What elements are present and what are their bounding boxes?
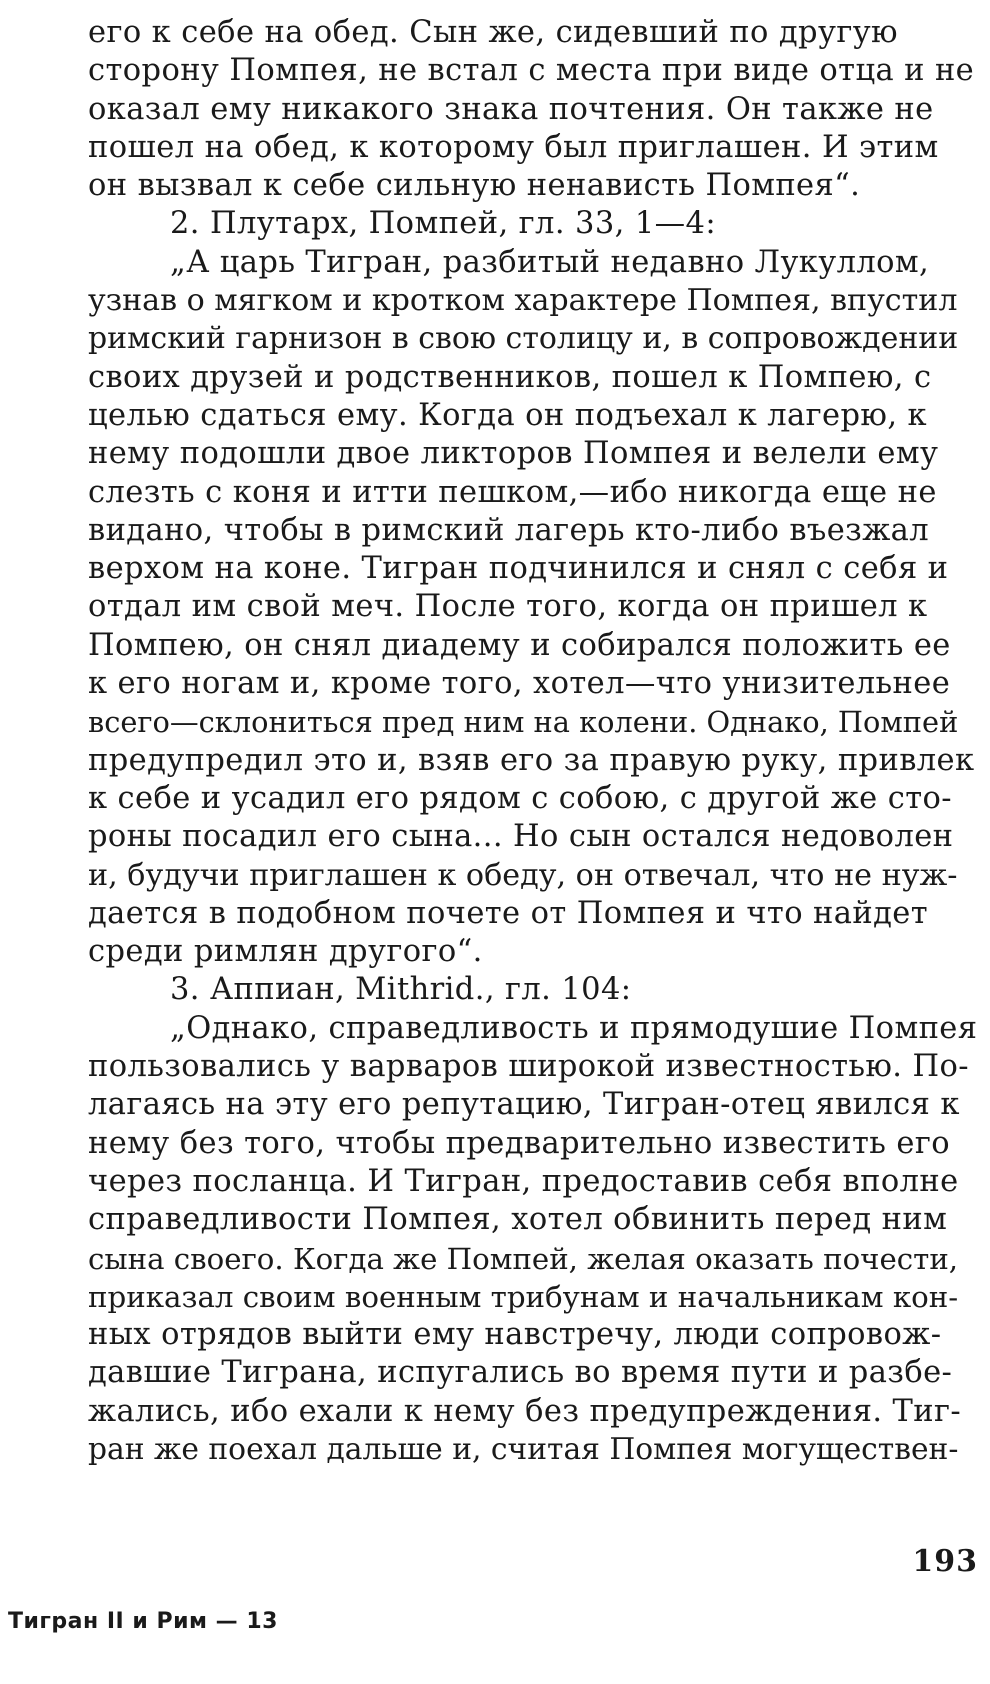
- text-line: узнав о мягком и кротком характере Помпея, впустил: [88, 283, 958, 319]
- text-line: всего—склониться пред ним на колени. Однако, Помпей: [88, 705, 959, 740]
- text-line: Помпею, он снял диадему и собирался положить ее: [88, 627, 951, 663]
- text-line: справедливости Помпея, хотел обвинить перед ним: [88, 1202, 948, 1238]
- text-line: к себе и усадил его рядом с собою, с другой же сто-: [88, 780, 952, 816]
- text-line: жались, ибо ехали к нему без предупреждения. Тиг-: [88, 1393, 962, 1429]
- text-line: ран же поехал дальше и, считая Помпея могуществен-: [88, 1431, 959, 1467]
- text-line: сына своего. Когда же Помпей, желая оказать почести,: [88, 1241, 959, 1276]
- text-line: 2. Плутарх, Помпей, гл. 33, 1—4:: [170, 206, 716, 242]
- text-line: пользовались у варваров широкой известностью. По-: [88, 1049, 969, 1085]
- text-line: оказал ему никакого знака почтения. Он также не: [88, 91, 934, 127]
- text-line: он вызвал к себе сильную ненависть Помпея“.: [88, 168, 861, 204]
- text-line: римский гарнизон в свою столицу и, в сопровождении: [88, 321, 959, 357]
- text-line: своих друзей и родственников, пошел к Помпею, с: [88, 359, 932, 395]
- text-line: приказал своим военным трибунам и начальникам кон-: [88, 1279, 959, 1314]
- text-line: к его ногам и, кроме того, хотел—что унизительнее: [88, 666, 951, 702]
- text-line: среди римлян другого“.: [88, 934, 483, 970]
- text-body: [88, 14, 978, 1469]
- text-line: 3. Аппиан, Mithrid., гл. 104:: [170, 972, 632, 1008]
- text-line: „Однако, справедливость и прямодушие Помпея: [170, 1010, 978, 1046]
- text-line: через посланца. И Тигран, предоставив себя вполне: [88, 1163, 959, 1199]
- text-line: сторону Помпея, не встал с места при виде отца и не: [88, 53, 975, 89]
- text-line: лагаясь на эту его репутацию, Тигран-отец явился к: [88, 1087, 960, 1123]
- text-line: целью сдаться ему. Когда он подъехал к лагерю, к: [88, 397, 927, 433]
- text-line: верхом на коне. Тигран подчинился и снял с себя и: [88, 551, 949, 587]
- page-number: 193: [912, 1544, 978, 1579]
- text-line: его к себе на обед. Сын же, сидевший по другую: [88, 15, 898, 50]
- text-line: отдал им свой меч. После того, когда он пришел к: [88, 589, 928, 625]
- text-line: слезть с коня и итти пешком,—ибо никогда еще не: [88, 474, 937, 510]
- text-line: и, будучи приглашен к обеду, он отвечал, что не нуж-: [88, 857, 958, 893]
- text-line: ных отрядов выйти ему навстречу, люди сопровож-: [88, 1317, 942, 1353]
- text-line: предупредил это и, взяв его за правую руку, привлек: [88, 742, 975, 778]
- text-line: пошел на обед, к которому был приглашен. И этим: [88, 129, 939, 165]
- text-line: нему подошли двое ликторов Помпея и велели ему: [88, 436, 939, 472]
- text-line: нему без того, чтобы предварительно известить его: [88, 1125, 950, 1161]
- text-line: дается в подобном почете от Помпея и что найдет: [88, 895, 928, 931]
- text-line: роны посадил его сына... Но сын остался недоволен: [88, 819, 954, 855]
- text-line: видано, чтобы в римский лагерь кто-либо въезжал: [88, 512, 930, 548]
- text-line: „А царь Тигран, разбитый недавно Лукуллом,: [170, 244, 930, 280]
- text-line: давшие Тиграна, испугались во время пути и разбе-: [88, 1355, 953, 1391]
- signature-footer: Тигран II и Рим — 13: [8, 1609, 278, 1634]
